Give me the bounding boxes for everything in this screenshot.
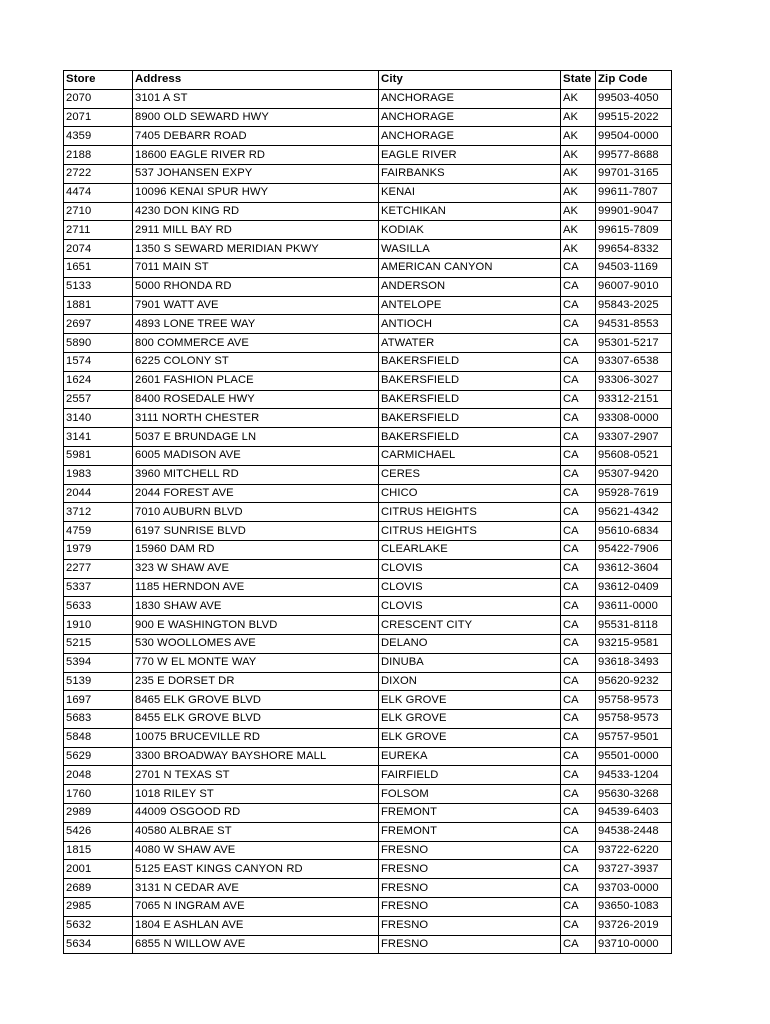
store-cell: 2989	[64, 804, 133, 823]
state-cell: CA	[561, 277, 596, 296]
address-cell: 323 W SHAW AVE	[133, 559, 379, 578]
address-cell: 6855 N WILLOW AVE	[133, 935, 379, 954]
city-cell: BAKERSFIELD	[379, 371, 561, 390]
address-cell: 7901 WATT AVE	[133, 296, 379, 315]
zip-code-cell: 95843-2025	[596, 296, 672, 315]
store-cell: 1979	[64, 540, 133, 559]
state-cell: CA	[561, 371, 596, 390]
zip-code-cell: 93312-2151	[596, 390, 672, 409]
table-row	[64, 503, 672, 522]
city-cell: CARMICHAEL	[379, 446, 561, 465]
table-row	[64, 540, 672, 559]
store-cell: 4474	[64, 183, 133, 202]
store-cell: 5426	[64, 822, 133, 841]
city-cell: EAGLE RIVER	[379, 146, 561, 165]
zip-code-cell: 93308-0000	[596, 409, 672, 428]
zip-code-cell: 99611-7807	[596, 183, 672, 202]
store-cell: 2710	[64, 202, 133, 221]
city-cell: DIXON	[379, 672, 561, 691]
city-cell: ANTIOCH	[379, 315, 561, 334]
city-cell: ELK GROVE	[379, 710, 561, 729]
city-cell: FRESNO	[379, 841, 561, 860]
address-cell: 2044 FOREST AVE	[133, 484, 379, 503]
zip-code-cell: 93612-0409	[596, 578, 672, 597]
table-row	[64, 240, 672, 259]
address-cell: 800 COMMERCE AVE	[133, 334, 379, 353]
state-cell: AK	[561, 127, 596, 146]
address-cell: 3101 A ST	[133, 89, 379, 108]
city-cell: CHICO	[379, 484, 561, 503]
header-state: State	[561, 71, 596, 90]
city-cell: ANCHORAGE	[379, 127, 561, 146]
city-cell: BAKERSFIELD	[379, 428, 561, 447]
table-row	[64, 371, 672, 390]
store-cell: 5633	[64, 597, 133, 616]
state-cell: CA	[561, 879, 596, 898]
city-cell: WASILLA	[379, 240, 561, 259]
store-cell: 2711	[64, 221, 133, 240]
header-city: City	[379, 71, 561, 90]
zip-code-cell: 95501-0000	[596, 747, 672, 766]
address-cell: 4230 DON KING RD	[133, 202, 379, 221]
table-row	[64, 766, 672, 785]
state-cell: AK	[561, 183, 596, 202]
zip-code-cell: 93611-0000	[596, 597, 672, 616]
table-row	[64, 334, 672, 353]
store-cell: 2689	[64, 879, 133, 898]
zip-code-cell: 93726-2019	[596, 916, 672, 935]
city-cell: DINUBA	[379, 653, 561, 672]
city-cell: CLOVIS	[379, 559, 561, 578]
address-cell: 5000 RHONDA RD	[133, 277, 379, 296]
state-cell: AK	[561, 164, 596, 183]
city-cell: FRESNO	[379, 860, 561, 879]
table-row	[64, 860, 672, 879]
store-cell: 2071	[64, 108, 133, 127]
table-row	[64, 390, 672, 409]
zip-code-cell: 96007-9010	[596, 277, 672, 296]
state-cell: CA	[561, 785, 596, 804]
table-body	[64, 89, 672, 954]
city-cell: ANTELOPE	[379, 296, 561, 315]
zip-code-cell: 93307-6538	[596, 352, 672, 371]
store-cell: 1815	[64, 841, 133, 860]
table-row	[64, 277, 672, 296]
header-store: Store	[64, 71, 133, 90]
store-cell: 2070	[64, 89, 133, 108]
zip-code-cell: 93722-6220	[596, 841, 672, 860]
store-cell: 5634	[64, 935, 133, 954]
state-cell: CA	[561, 672, 596, 691]
state-cell: CA	[561, 898, 596, 917]
city-cell: AMERICAN CANYON	[379, 258, 561, 277]
address-cell: 44009 OSGOOD RD	[133, 804, 379, 823]
city-cell: CRESCENT CITY	[379, 616, 561, 635]
zip-code-cell: 93307-2907	[596, 428, 672, 447]
store-cell: 3140	[64, 409, 133, 428]
state-cell: CA	[561, 522, 596, 541]
state-cell: CA	[561, 860, 596, 879]
city-cell: ELK GROVE	[379, 691, 561, 710]
zip-code-cell: 99504-0000	[596, 127, 672, 146]
zip-code-cell: 95620-9232	[596, 672, 672, 691]
city-cell: DELANO	[379, 634, 561, 653]
store-cell: 4359	[64, 127, 133, 146]
state-cell: CA	[561, 428, 596, 447]
state-cell: CA	[561, 766, 596, 785]
table-row	[64, 710, 672, 729]
table-row	[64, 747, 672, 766]
table-row	[64, 409, 672, 428]
address-cell: 3131 N CEDAR AVE	[133, 879, 379, 898]
table-row	[64, 465, 672, 484]
address-cell: 18600 EAGLE RIVER RD	[133, 146, 379, 165]
table-row	[64, 127, 672, 146]
store-cell: 1881	[64, 296, 133, 315]
store-cell: 2277	[64, 559, 133, 578]
store-cell: 5139	[64, 672, 133, 691]
zip-code-cell: 95621-4342	[596, 503, 672, 522]
store-cell: 5215	[64, 634, 133, 653]
address-cell: 4080 W SHAW AVE	[133, 841, 379, 860]
state-cell: CA	[561, 634, 596, 653]
zip-code-cell: 95928-7619	[596, 484, 672, 503]
state-cell: CA	[561, 409, 596, 428]
zip-code-cell: 93703-0000	[596, 879, 672, 898]
address-cell: 2911 MILL BAY RD	[133, 221, 379, 240]
state-cell: CA	[561, 728, 596, 747]
header-zip-code: Zip Code	[596, 71, 672, 90]
store-cell: 5981	[64, 446, 133, 465]
store-cell: 2697	[64, 315, 133, 334]
store-cell: 5133	[64, 277, 133, 296]
state-cell: CA	[561, 465, 596, 484]
zip-code-cell: 95630-3268	[596, 785, 672, 804]
state-cell: CA	[561, 315, 596, 334]
zip-code-cell: 99901-9047	[596, 202, 672, 221]
zip-code-cell: 99503-4050	[596, 89, 672, 108]
address-cell: 7065 N INGRAM AVE	[133, 898, 379, 917]
city-cell: CITRUS HEIGHTS	[379, 503, 561, 522]
address-cell: 537 JOHANSEN EXPY	[133, 164, 379, 183]
store-cell: 3141	[64, 428, 133, 447]
state-cell: CA	[561, 747, 596, 766]
store-cell: 2048	[64, 766, 133, 785]
address-cell: 235 E DORSET DR	[133, 672, 379, 691]
address-cell: 3111 NORTH CHESTER	[133, 409, 379, 428]
store-cell: 1910	[64, 616, 133, 635]
address-cell: 10096 KENAI SPUR HWY	[133, 183, 379, 202]
address-cell: 8400 ROSEDALE HWY	[133, 390, 379, 409]
address-cell: 3960 MITCHELL RD	[133, 465, 379, 484]
table-row	[64, 522, 672, 541]
header-row	[64, 71, 672, 90]
table-row	[64, 296, 672, 315]
city-cell: EUREKA	[379, 747, 561, 766]
table-row	[64, 258, 672, 277]
address-cell: 6225 COLONY ST	[133, 352, 379, 371]
store-cell: 3712	[64, 503, 133, 522]
zip-code-cell: 93215-9581	[596, 634, 672, 653]
table-row	[64, 879, 672, 898]
state-cell: CA	[561, 296, 596, 315]
store-cell: 2001	[64, 860, 133, 879]
city-cell: FRESNO	[379, 935, 561, 954]
city-cell: BAKERSFIELD	[379, 409, 561, 428]
city-cell: FREMONT	[379, 822, 561, 841]
state-cell: AK	[561, 221, 596, 240]
zip-code-cell: 99701-3165	[596, 164, 672, 183]
city-cell: KODIAK	[379, 221, 561, 240]
city-cell: ELK GROVE	[379, 728, 561, 747]
address-cell: 7010 AUBURN BLVD	[133, 503, 379, 522]
table-row	[64, 559, 672, 578]
address-cell: 900 E WASHINGTON BLVD	[133, 616, 379, 635]
address-cell: 530 WOOLLOMES AVE	[133, 634, 379, 653]
table-row	[64, 653, 672, 672]
zip-code-cell: 95301-5217	[596, 334, 672, 353]
store-cell: 5890	[64, 334, 133, 353]
zip-code-cell: 99515-2022	[596, 108, 672, 127]
store-cell: 5394	[64, 653, 133, 672]
state-cell: CA	[561, 804, 596, 823]
store-cell: 1574	[64, 352, 133, 371]
zip-code-cell: 93727-3937	[596, 860, 672, 879]
city-cell: BAKERSFIELD	[379, 352, 561, 371]
store-cell: 1651	[64, 258, 133, 277]
table-row	[64, 728, 672, 747]
store-cell: 5337	[64, 578, 133, 597]
address-cell: 2601 FASHION PLACE	[133, 371, 379, 390]
address-cell: 7405 DEBARR ROAD	[133, 127, 379, 146]
table-row	[64, 634, 672, 653]
store-cell: 5629	[64, 747, 133, 766]
address-cell: 5125 EAST KINGS CANYON RD	[133, 860, 379, 879]
store-cell: 5632	[64, 916, 133, 935]
address-cell: 8465 ELK GROVE BLVD	[133, 691, 379, 710]
table-row	[64, 89, 672, 108]
table-row	[64, 616, 672, 635]
store-cell: 2074	[64, 240, 133, 259]
zip-code-cell: 95422-7906	[596, 540, 672, 559]
zip-code-cell: 94539-6403	[596, 804, 672, 823]
address-cell: 1804 E ASHLAN AVE	[133, 916, 379, 935]
address-cell: 1018 RILEY ST	[133, 785, 379, 804]
store-cell: 1697	[64, 691, 133, 710]
address-cell: 3300 BROADWAY BAYSHORE MALL	[133, 747, 379, 766]
address-cell: 770 W EL MONTE WAY	[133, 653, 379, 672]
state-cell: CA	[561, 559, 596, 578]
table-row	[64, 935, 672, 954]
zip-code-cell: 94533-1204	[596, 766, 672, 785]
table-row	[64, 221, 672, 240]
city-cell: CLEARLAKE	[379, 540, 561, 559]
city-cell: FAIRBANKS	[379, 164, 561, 183]
store-cell: 2557	[64, 390, 133, 409]
table-row	[64, 146, 672, 165]
zip-code-cell: 94503-1169	[596, 258, 672, 277]
zip-code-cell: 94531-8553	[596, 315, 672, 334]
store-cell: 2044	[64, 484, 133, 503]
table-row	[64, 785, 672, 804]
address-cell: 5037 E BRUNDAGE LN	[133, 428, 379, 447]
store-cell: 1983	[64, 465, 133, 484]
table-row	[64, 804, 672, 823]
store-cell: 1624	[64, 371, 133, 390]
state-cell: CA	[561, 653, 596, 672]
header-address: Address	[133, 71, 379, 90]
zip-code-cell: 93618-3493	[596, 653, 672, 672]
city-cell: CITRUS HEIGHTS	[379, 522, 561, 541]
store-cell: 2188	[64, 146, 133, 165]
table-row	[64, 183, 672, 202]
state-cell: AK	[561, 89, 596, 108]
state-cell: AK	[561, 202, 596, 221]
zip-code-cell: 93306-3027	[596, 371, 672, 390]
table-header	[64, 71, 672, 90]
store-table	[63, 70, 672, 954]
state-cell: CA	[561, 691, 596, 710]
state-cell: CA	[561, 935, 596, 954]
state-cell: CA	[561, 841, 596, 860]
address-cell: 8900 OLD SEWARD HWY	[133, 108, 379, 127]
store-cell: 5848	[64, 728, 133, 747]
address-cell: 1185 HERNDON AVE	[133, 578, 379, 597]
zip-code-cell: 99577-8688	[596, 146, 672, 165]
store-cell: 5683	[64, 710, 133, 729]
table-row	[64, 841, 672, 860]
table-row	[64, 916, 672, 935]
address-cell: 2701 N TEXAS ST	[133, 766, 379, 785]
zip-code-cell: 93650-1083	[596, 898, 672, 917]
city-cell: ANCHORAGE	[379, 89, 561, 108]
address-cell: 7011 MAIN ST	[133, 258, 379, 277]
state-cell: CA	[561, 540, 596, 559]
address-cell: 6197 SUNRISE BLVD	[133, 522, 379, 541]
state-cell: CA	[561, 446, 596, 465]
state-cell: CA	[561, 484, 596, 503]
table-row	[64, 315, 672, 334]
address-cell: 10075 BRUCEVILLE RD	[133, 728, 379, 747]
city-cell: ATWATER	[379, 334, 561, 353]
state-cell: CA	[561, 334, 596, 353]
address-cell: 1350 S SEWARD MERIDIAN PKWY	[133, 240, 379, 259]
store-cell: 2985	[64, 898, 133, 917]
table-row	[64, 108, 672, 127]
city-cell: FAIRFIELD	[379, 766, 561, 785]
city-cell: FRESNO	[379, 898, 561, 917]
city-cell: BAKERSFIELD	[379, 390, 561, 409]
zip-code-cell: 93710-0000	[596, 935, 672, 954]
address-cell: 8455 ELK GROVE BLVD	[133, 710, 379, 729]
city-cell: KENAI	[379, 183, 561, 202]
address-cell: 6005 MADISON AVE	[133, 446, 379, 465]
state-cell: CA	[561, 352, 596, 371]
address-cell: 1830 SHAW AVE	[133, 597, 379, 616]
zip-code-cell: 94538-2448	[596, 822, 672, 841]
state-cell: AK	[561, 240, 596, 259]
table-row	[64, 822, 672, 841]
state-cell: CA	[561, 597, 596, 616]
zip-code-cell: 95757-9501	[596, 728, 672, 747]
city-cell: FREMONT	[379, 804, 561, 823]
table-row	[64, 164, 672, 183]
state-cell: AK	[561, 108, 596, 127]
table-row	[64, 578, 672, 597]
state-cell: CA	[561, 710, 596, 729]
table-row	[64, 202, 672, 221]
state-cell: CA	[561, 916, 596, 935]
address-cell: 40580 ALBRAE ST	[133, 822, 379, 841]
city-cell: FRESNO	[379, 879, 561, 898]
zip-code-cell: 95758-9573	[596, 710, 672, 729]
store-cell: 1760	[64, 785, 133, 804]
table-row	[64, 672, 672, 691]
zip-code-cell: 95608-0521	[596, 446, 672, 465]
address-cell: 4893 LONE TREE WAY	[133, 315, 379, 334]
city-cell: FRESNO	[379, 916, 561, 935]
table-row	[64, 484, 672, 503]
city-cell: ANCHORAGE	[379, 108, 561, 127]
zip-code-cell: 95531-8118	[596, 616, 672, 635]
table-row	[64, 691, 672, 710]
city-cell: FOLSOM	[379, 785, 561, 804]
state-cell: AK	[561, 146, 596, 165]
state-cell: CA	[561, 503, 596, 522]
city-cell: ANDERSON	[379, 277, 561, 296]
zip-code-cell: 95307-9420	[596, 465, 672, 484]
city-cell: CLOVIS	[379, 597, 561, 616]
table-row	[64, 428, 672, 447]
state-cell: CA	[561, 390, 596, 409]
store-cell: 2722	[64, 164, 133, 183]
zip-code-cell: 99615-7809	[596, 221, 672, 240]
city-cell: CLOVIS	[379, 578, 561, 597]
zip-code-cell: 95758-9573	[596, 691, 672, 710]
zip-code-cell: 95610-6834	[596, 522, 672, 541]
state-cell: CA	[561, 822, 596, 841]
state-cell: CA	[561, 578, 596, 597]
store-cell: 4759	[64, 522, 133, 541]
state-cell: CA	[561, 616, 596, 635]
table-row	[64, 446, 672, 465]
table-row	[64, 597, 672, 616]
city-cell: CERES	[379, 465, 561, 484]
table-row	[64, 898, 672, 917]
state-cell: CA	[561, 258, 596, 277]
address-cell: 15960 DAM RD	[133, 540, 379, 559]
table-row	[64, 352, 672, 371]
zip-code-cell: 99654-8332	[596, 240, 672, 259]
city-cell: KETCHIKAN	[379, 202, 561, 221]
zip-code-cell: 93612-3604	[596, 559, 672, 578]
